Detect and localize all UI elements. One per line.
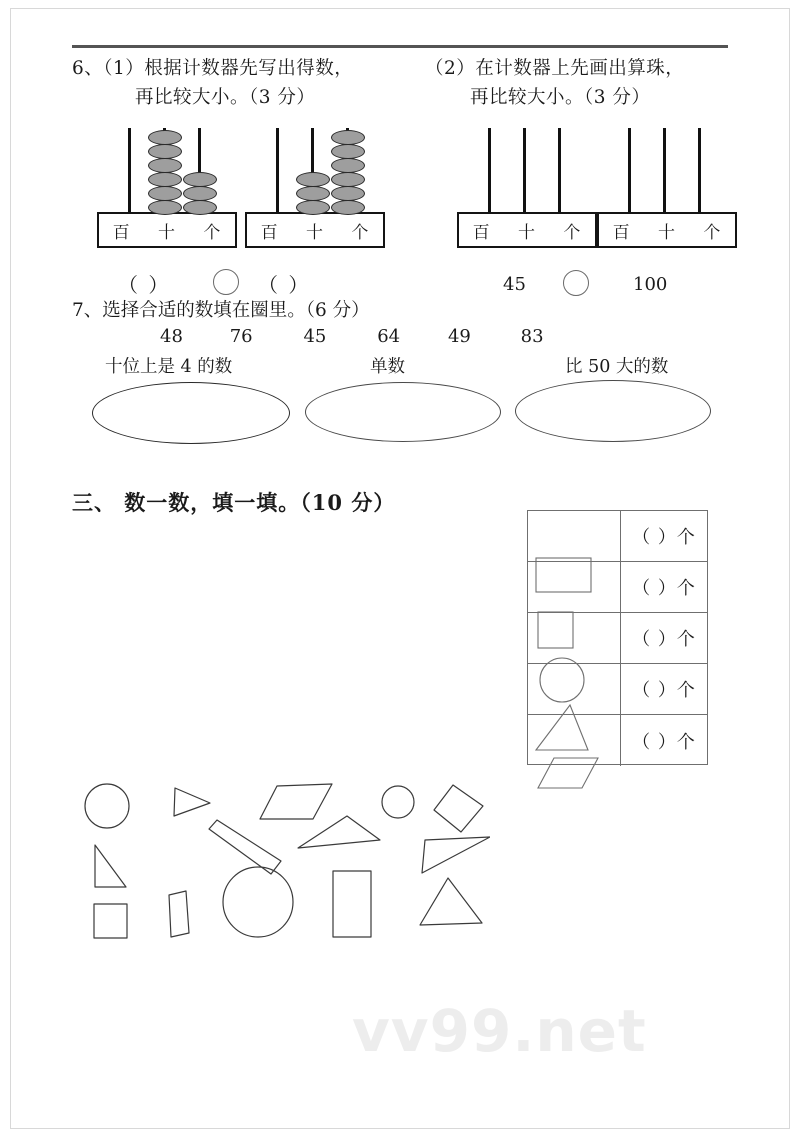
abacus-2-bead-ones-2 xyxy=(331,186,365,201)
shape-tilted-rectangle xyxy=(209,820,281,874)
abacus-4-rod-ones xyxy=(698,128,701,214)
abacus-1-label-ones: 个 xyxy=(203,222,222,243)
shape-right-triangle xyxy=(95,845,126,887)
abacus-4-label-tens: 十 xyxy=(657,222,676,243)
q7-number-5[interactable]: 83 xyxy=(520,326,544,347)
q7-number-2[interactable]: 45 xyxy=(303,326,327,347)
shape-triangle xyxy=(174,788,210,816)
abacus-3-label-tens: 十 xyxy=(517,222,536,243)
abacus-1-rod-hundreds xyxy=(128,128,131,214)
q7-title: 7、选择合适的数填在圈里。（6 分） xyxy=(72,300,370,321)
shape-large-circle xyxy=(223,867,293,937)
table-shape-circle xyxy=(540,658,584,702)
abacus-4-label-hundreds: 百 xyxy=(612,222,631,243)
abacus-3-label-ones: 个 xyxy=(563,222,582,243)
page-border-top xyxy=(10,8,790,9)
shape-arrow-triangle xyxy=(422,837,490,873)
shape-thin-triangle xyxy=(298,816,380,848)
q6-value-right: 100 xyxy=(633,274,668,295)
abacus-3-place-box xyxy=(457,212,597,248)
abacus-1-label-tens: 十 xyxy=(157,222,176,243)
abacus-1-bead-tens-1 xyxy=(148,200,182,215)
abacus-1-bead-tens-3 xyxy=(148,172,182,187)
table-cell-answer-1[interactable]: （ ）个 xyxy=(632,527,696,548)
table-cell-answer-5[interactable]: （ ）个 xyxy=(632,731,696,753)
q7-number-3[interactable]: 64 xyxy=(377,326,401,347)
shape-parallelogram xyxy=(260,784,332,819)
shape-quadrilateral xyxy=(169,891,189,937)
abacus-1-bead-ones-3 xyxy=(183,172,217,187)
q7-answer-ellipse-2[interactable] xyxy=(305,382,501,442)
table-shape-glyphs xyxy=(520,500,720,800)
q6-compare-circle-left[interactable] xyxy=(213,269,239,295)
page-border-bottom xyxy=(10,1128,790,1129)
table-shape-square xyxy=(538,612,573,648)
abacus-1-bead-tens-6 xyxy=(148,130,182,145)
q7-category-odd-numbers: 单数 xyxy=(370,357,405,377)
header-rule xyxy=(72,45,728,48)
shape-tilted-square xyxy=(434,785,483,832)
table-cell-answer-2[interactable]: （ ）个 xyxy=(632,578,696,599)
abacus-3-rod-ones xyxy=(558,128,561,214)
q7-answer-ellipse-1[interactable] xyxy=(92,382,290,444)
table-shape-triangle xyxy=(536,705,588,750)
shape-triangle-2 xyxy=(420,878,482,925)
abacus-1-bead-ones-1 xyxy=(183,200,217,215)
abacus-3-empty[interactable] xyxy=(465,128,590,248)
q7-number-1[interactable]: 76 xyxy=(229,326,253,347)
abacus-1-bead-ones-2 xyxy=(183,186,217,201)
abacus-2-bead-ones-3 xyxy=(331,172,365,187)
q6-answer-blank-right[interactable]: （ ） xyxy=(258,273,311,297)
q6-compare-circle-right[interactable] xyxy=(563,270,589,296)
abacus-2-bead-tens-3 xyxy=(296,172,330,187)
abacus-1-bead-tens-2 xyxy=(148,186,182,201)
table-cell-answer-3[interactable]: （ ）个 xyxy=(632,629,696,650)
abacus-2-label-ones: 个 xyxy=(351,222,370,243)
shape-small-circle xyxy=(382,786,414,818)
abacus-1-bead-tens-4 xyxy=(148,158,182,173)
abacus-1-bead-tens-5 xyxy=(148,144,182,159)
abacus-2-bead-ones-1 xyxy=(331,200,365,215)
q6-right-prompt-line1: （2）在计数器上先画出算珠， xyxy=(425,58,685,79)
q7-number-4[interactable]: 49 xyxy=(447,326,471,347)
abacus-3-rod-hundreds xyxy=(488,128,491,214)
q7-number-bank xyxy=(160,326,544,347)
q7-number-0[interactable]: 48 xyxy=(160,326,183,347)
abacus-4-empty[interactable] xyxy=(605,128,730,248)
abacus-2-bead-tens-2 xyxy=(296,186,330,201)
q7-answer-ellipse-3[interactable] xyxy=(515,380,711,442)
site-watermark: vv99.net xyxy=(352,997,647,1065)
shape-rectangle xyxy=(333,871,371,937)
abacus-2 xyxy=(253,128,378,248)
abacus-2-label-tens: 十 xyxy=(305,222,324,243)
abacus-2-rod-hundreds xyxy=(276,128,279,214)
q6-right-prompt-line2: 再比较大小。（3 分） xyxy=(470,87,651,108)
abacus-2-bead-ones-5 xyxy=(331,144,365,159)
page-border-right xyxy=(789,8,790,1129)
table-shape-parallelogram xyxy=(538,758,598,788)
page-border-left xyxy=(10,8,11,1129)
abacus-3-label-hundreds: 百 xyxy=(472,222,491,243)
abacus-2-label-hundreds: 百 xyxy=(260,222,279,243)
q6-answer-blank-left[interactable]: （ ） xyxy=(118,273,171,297)
q6-left-prompt-line1: 6、（1）根据计数器先写出得数， xyxy=(72,58,354,79)
abacus-2-bead-ones-6 xyxy=(331,130,365,145)
table-cell-answer-4[interactable]: （ ）个 xyxy=(632,680,696,701)
abacus-2-bead-tens-1 xyxy=(296,200,330,215)
abacus-2-place-box xyxy=(245,212,385,248)
shape-square xyxy=(94,904,127,938)
q6-value-left: 45 xyxy=(503,274,526,295)
abacus-4-rod-tens xyxy=(663,128,666,214)
abacus-3-rod-tens xyxy=(523,128,526,214)
q7-category-tens-is-4: 十位上是 4 的数 xyxy=(105,357,233,377)
shape-circle xyxy=(85,784,129,828)
abacus-1-label-hundreds: 百 xyxy=(112,222,131,243)
q6-left-prompt-line2: 再比较大小。（3 分） xyxy=(135,87,316,108)
abacus-4-label-ones: 个 xyxy=(703,222,722,243)
q7-category-greater-than-50: 比 50 大的数 xyxy=(565,357,669,377)
abacus-4-place-box xyxy=(597,212,737,248)
scattered-shapes-group xyxy=(70,778,490,958)
table-shape-rectangle-wide xyxy=(536,558,591,592)
section-3-heading: 三、 数一数，填一填。（10 分） xyxy=(72,490,396,515)
abacus-1 xyxy=(105,128,230,248)
abacus-2-bead-ones-4 xyxy=(331,158,365,173)
abacus-4-rod-hundreds xyxy=(628,128,631,214)
abacus-1-place-box xyxy=(97,212,237,248)
